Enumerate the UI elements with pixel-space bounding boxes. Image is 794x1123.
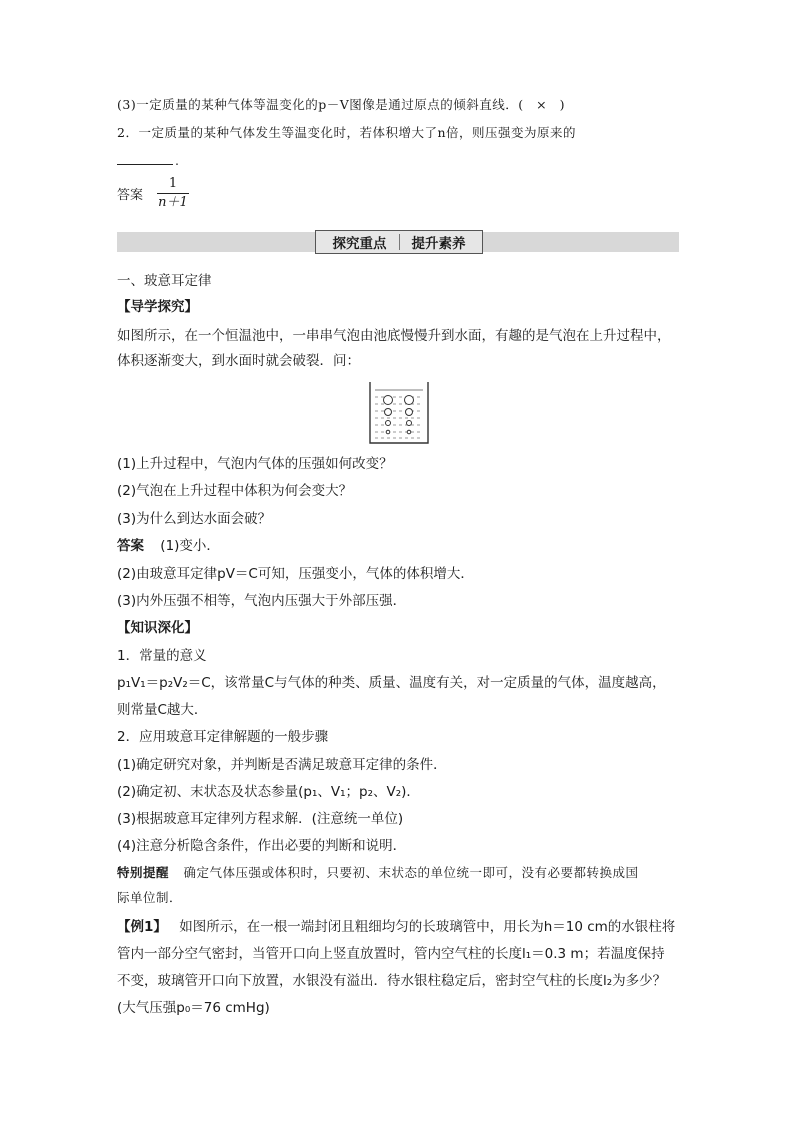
section-banner-title: 探究重点 提升素养 — [315, 230, 483, 254]
example-line-1: 【例1】 如图所示，在一根一端封闭且粗细均匀的长玻璃管中，用长为h＝10 cm的水银柱将 — [117, 919, 676, 935]
banner-divider — [399, 234, 400, 250]
intro-line-1: 如图所示，在一个恒温池中，一串串气泡由池底慢慢升到水面，有趣的是气泡在上升过程中， — [117, 328, 671, 344]
example-line-4: (大气压强p₀＝76 cmHg) — [117, 1000, 270, 1016]
quiz-q2: 2．一定质量的某种气体发生等温变化时，若体积增大了n倍，则压强变为原来的 — [117, 125, 577, 140]
bubbles — [384, 396, 414, 434]
question-3: (3)为什么到达水面会破？ — [117, 511, 272, 527]
tip-line-2: 际单位制． — [117, 890, 183, 905]
beaker-outline — [370, 382, 428, 443]
knowledge-para-1: p₁V₁＝p₂V₂＝C，该常量C与气体的种类、质量、温度有关，对一定质量的气体，温度越高， — [117, 675, 666, 691]
example-line-2: 管内一部分空气密封，当管开口向上竖直放置时，管内空气柱的长度l₁＝0.3 m；若温度保持 — [117, 946, 665, 962]
guide-label: 【导学探究】 — [117, 299, 198, 315]
fraction-bar — [157, 193, 189, 194]
quiz-q2-blank: . — [117, 152, 179, 170]
section-title: 一、玻意耳定律 — [117, 273, 212, 289]
tip-line-1: 特别提醒 确定气体压强或体积时，只要初、末状态的单位统一即可，没有必要都转换成国 — [117, 865, 639, 880]
step-4: (4)注意分析隐含条件，作出必要的判断和说明． — [117, 838, 407, 854]
knowledge-para-2: 则常量C越大． — [117, 702, 208, 718]
step-1: (1)确定研究对象，并判断是否满足玻意耳定律的条件． — [117, 757, 447, 773]
knowledge-heading-1: 1．常量的意义 — [117, 648, 207, 664]
knowledge-label: 【知识深化】 — [117, 620, 198, 636]
step-3: (3)根据玻意耳定律列方程求解．(注意统一单位) — [117, 811, 404, 827]
intro-line-2: 体积逐渐变大，到水面时就会破裂．问： — [117, 353, 360, 369]
quiz-answer-label: 答案 — [117, 188, 144, 203]
question-2: (2)气泡在上升过程中体积为何会变大？ — [117, 483, 353, 499]
question-1: (1)上升过程中，气泡内气体的压强如何改变？ — [117, 456, 393, 472]
quiz-q3: (3)一定质量的某种气体等温变化的p－V图像是通过原点的倾斜直线．( × ) — [117, 97, 565, 112]
answer-1: 答案 (1)变小． — [117, 538, 220, 554]
water-lines — [375, 397, 423, 438]
bubble-pool-diagram — [368, 380, 430, 446]
answer-3: (3)内外压强不相等，气泡内压强大于外部压强． — [117, 593, 407, 609]
answer-2: (2)由玻意耳定律pV＝C可知，压强变小，气体的体积增大． — [117, 566, 474, 582]
step-2: (2)确定初、末状态及状态参量(p₁、V₁；p₂、V₂)． — [117, 784, 420, 800]
answer-fraction: 1 n＋1 — [158, 176, 188, 210]
example-line-3: 不变，玻璃管开口向下放置，水银没有溢出．待水银柱稳定后，密封空气柱的长度l₂为多少？ — [117, 973, 667, 989]
quiz-q3-mark: × — [536, 97, 548, 112]
knowledge-heading-2: 2．应用玻意耳定律解题的一般步骤 — [117, 729, 329, 745]
answer-blank — [117, 152, 173, 165]
